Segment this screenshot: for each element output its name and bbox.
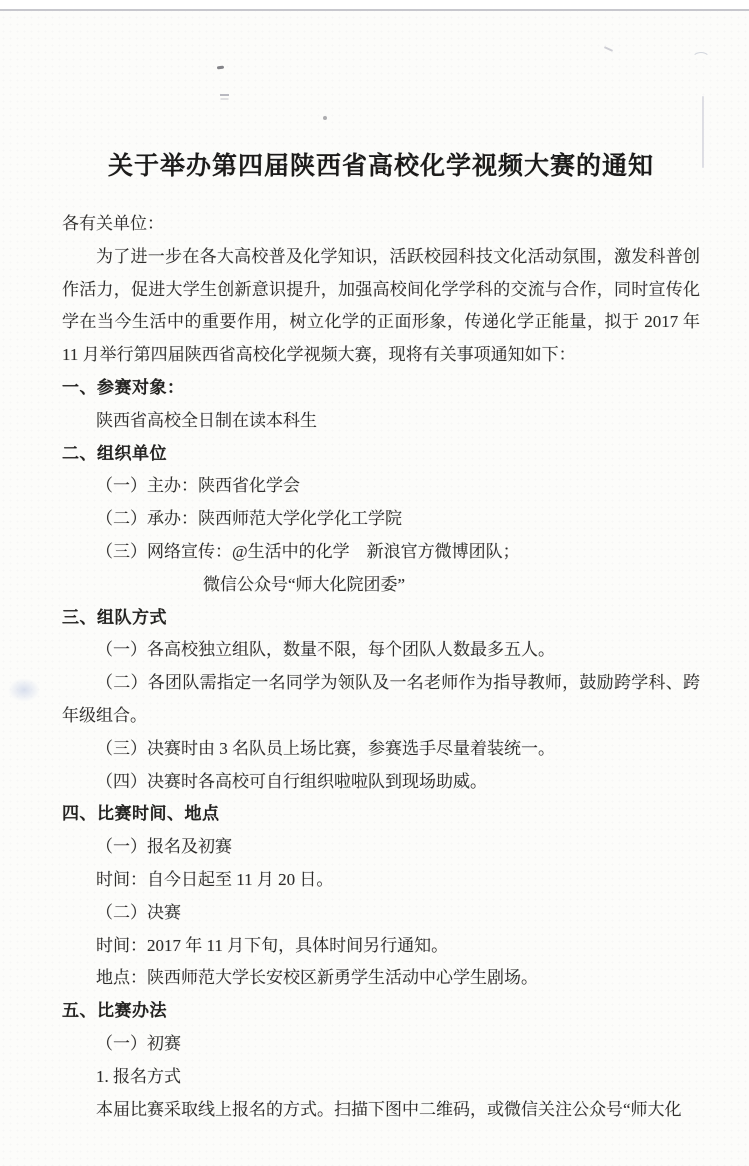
section-5-signup-method-heading: 1. 报名方式 xyxy=(96,1066,181,1086)
section-4-final-place: 地点：陕西师范大学长安校区新勇学生活动中心学生剧场。 xyxy=(96,968,538,988)
section-2-item-host: （一）主办：陕西省化学会 xyxy=(96,476,300,496)
scan-artifact-speck xyxy=(323,116,327,120)
scan-artifact-vertical-line xyxy=(702,96,704,168)
section-2-item-organizer: （二）承办：陕西师范大学化学化工学院 xyxy=(96,509,402,529)
notice-title: 关于举办第四届陕西省高校化学视频大赛的通知 xyxy=(107,152,654,180)
section-2-item-online-promo: （三）网络宣传：@生活中的化学 新浪官方微博团队； xyxy=(96,541,520,561)
section-4-preliminary-time: 时间：自今日起至 11 月 20 日。 xyxy=(96,869,334,889)
section-4-item-signup-preliminary: （一）报名及初赛 xyxy=(96,837,232,857)
notice-body xyxy=(62,148,700,1126)
scan-artifact-blue-blob xyxy=(8,678,40,702)
scan-artifact-speck xyxy=(220,94,229,96)
section-1-heading: 一、参赛对象： xyxy=(62,377,185,397)
section-4-heading: 四、比赛时间、地点 xyxy=(62,804,220,824)
section-3-item-2: （二）各团队需指定一名同学为领队及一名老师作为指导教师，鼓励跨学科、跨年级组合。 xyxy=(62,673,700,725)
section-3-item-3: （三）决赛时由 3 名队员上场比赛，参赛选手尽量着装统一。 xyxy=(96,738,555,758)
section-5-heading: 五、比赛办法 xyxy=(62,1001,167,1021)
section-5-item-preliminary: （一）初赛 xyxy=(96,1033,181,1053)
section-4-item-final: （二）决赛 xyxy=(96,902,181,922)
section-3-item-4: （四）决赛时各高校可自行组织啦啦队到现场助威。 xyxy=(96,771,487,791)
section-1-body: 陕西省高校全日制在读本科生 xyxy=(96,410,317,430)
scan-artifact-curl-mark xyxy=(692,52,710,66)
greeting: 各有关单位： xyxy=(62,214,164,233)
section-4-final-time: 时间：2017 年 11 月下旬，具体时间另行通知。 xyxy=(96,935,449,955)
scan-artifact-speck xyxy=(217,66,224,70)
intro-paragraph: 为了进一步在各大高校普及化学知识，活跃校园科技文化活动氛围，激发科普创作活力，促进大学生创新意识提升，加强高校间化学学科的交流与合作，同时宣传化学在当今生活中的重要作用，树立化学的正面形象，传递化学正能量，拟于 2017 年 11 月举行第四届陕西省高校化学视频大赛，现将有关事项通知如下： xyxy=(62,246,700,365)
section-2-heading: 二、组织单位 xyxy=(62,443,167,463)
scan-artifact-speck xyxy=(604,46,613,52)
scan-top-edge-line xyxy=(0,9,749,11)
section-3-item-1: （一）各高校独立组队，数量不限，每个团队人数最多五人。 xyxy=(96,640,555,660)
section-3-heading: 三、组队方式 xyxy=(62,607,167,627)
section-2-item-wechat-account: 微信公众号“师大化院团委” xyxy=(203,574,406,594)
section-5-signup-method-paragraph: 本届比赛采取线上报名的方式。扫描下图中二维码，或微信关注公众号“师大化 xyxy=(96,1099,682,1119)
